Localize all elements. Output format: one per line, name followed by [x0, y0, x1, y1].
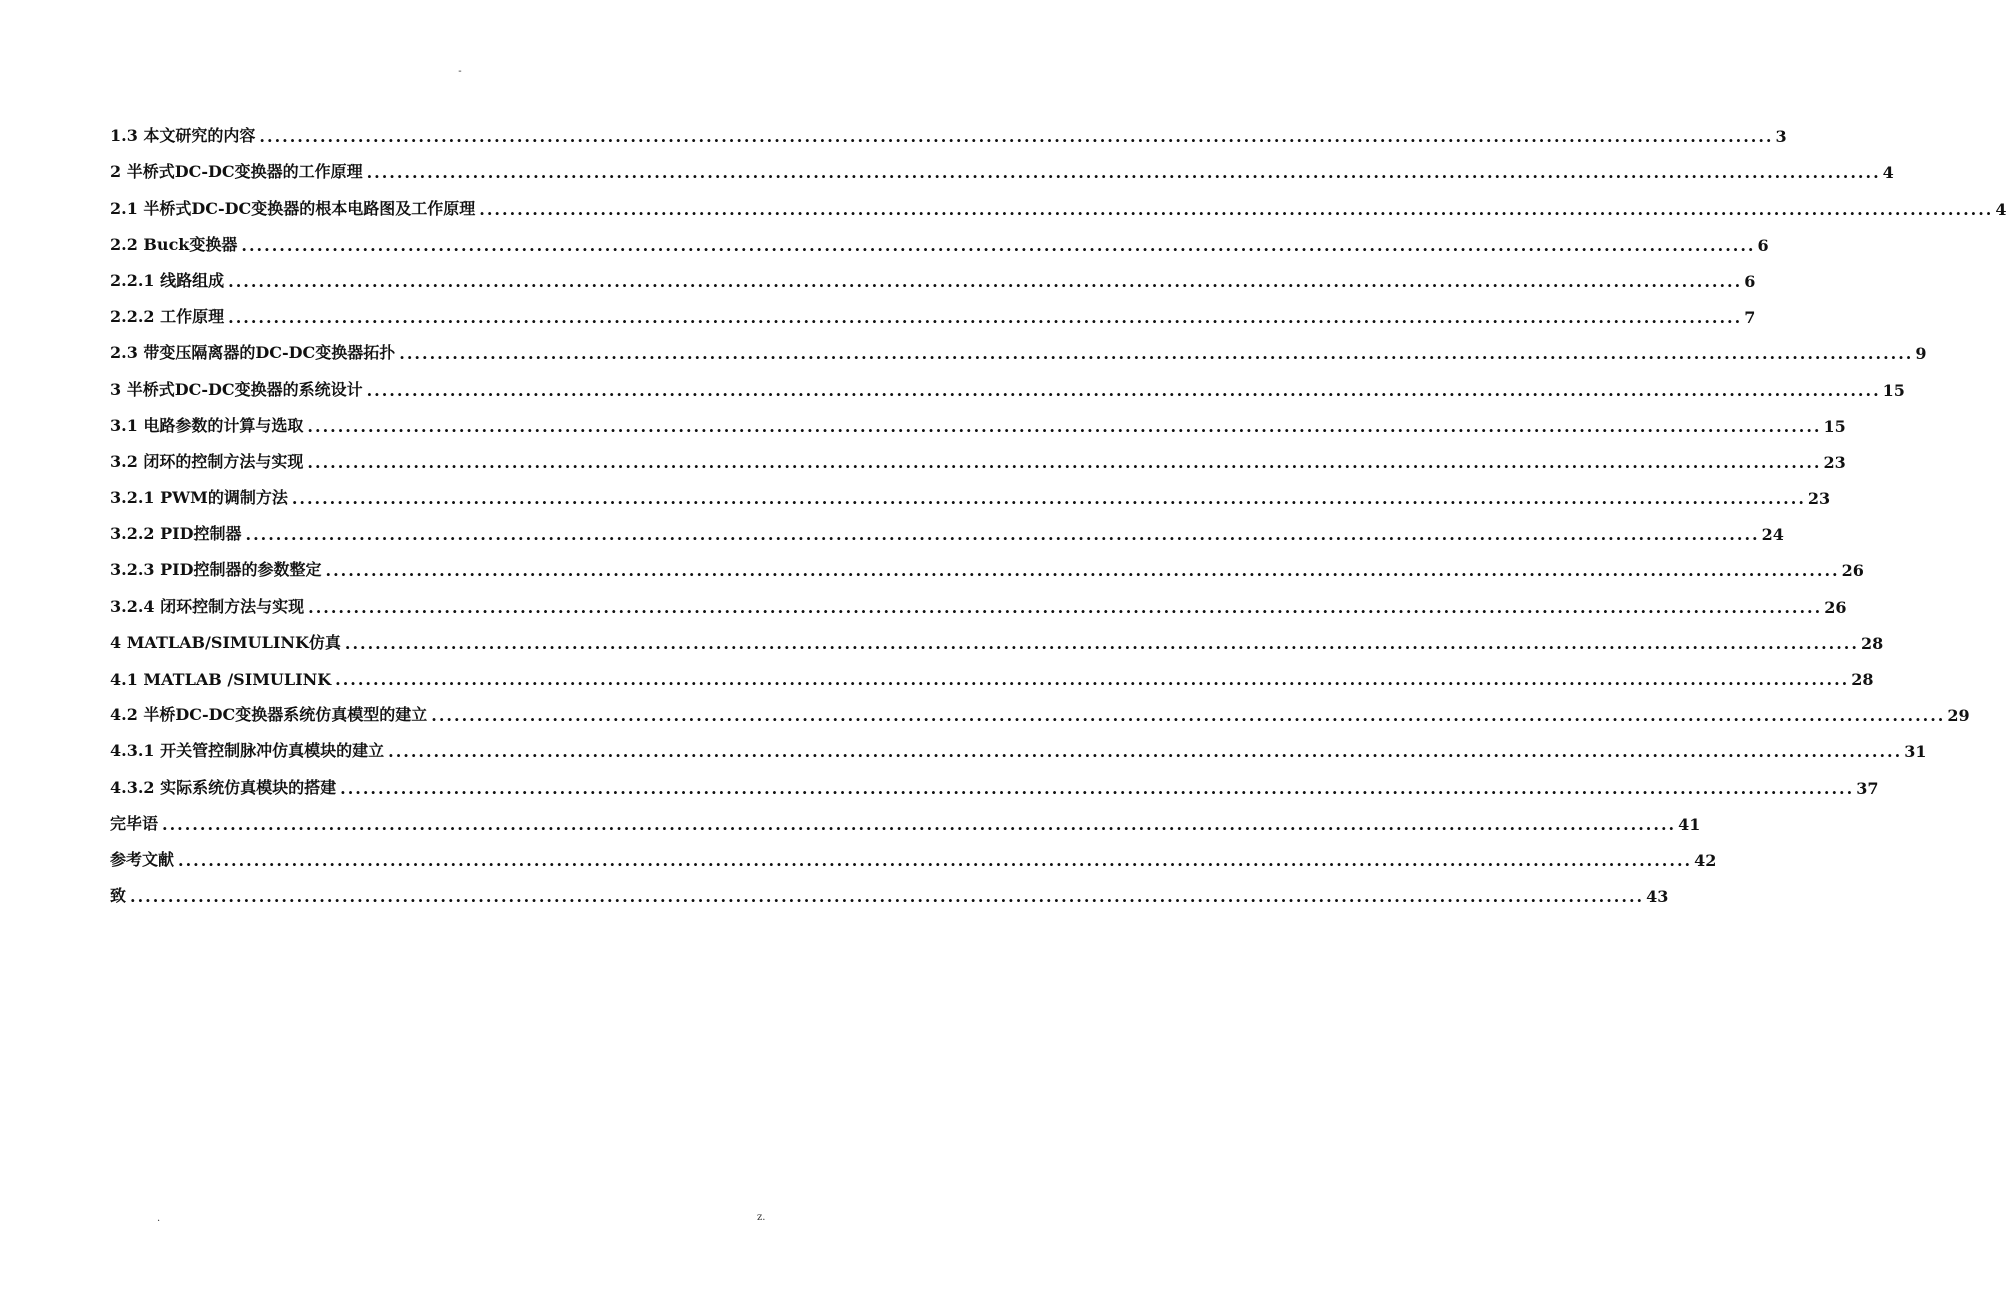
toc-entry-title: 4.2 半桥DC-DC变换器系统仿真模型的建立 — [110, 705, 428, 725]
toc-entry-page: 28 — [1851, 670, 1874, 689]
toc-entry[interactable] — [110, 870, 1669, 907]
toc-entry-page: 26 — [1824, 597, 1847, 617]
header-mark: - — [458, 66, 462, 77]
toc-entry-title: 3.1 电路参数的计算与选取 — [110, 415, 304, 435]
toc-entry[interactable] — [110, 255, 1756, 291]
toc-entry-page: 3 — [1775, 127, 1787, 147]
toc-entry-page: 23 — [1823, 452, 1846, 472]
toc-entry-page: 6 — [1744, 271, 1756, 291]
toc-dot-leader: ........................................................................................................................................................................................................ — [228, 308, 1743, 328]
toc-entry-title: 2.2.1 线路组成 — [110, 270, 225, 290]
toc-entry-title: 3.2.3 PID控制器的参数整定 — [110, 560, 322, 580]
toc-entry-page: 29 — [1947, 706, 1970, 726]
toc-entry-title: 3.2.2 PID控制器 — [110, 524, 242, 544]
toc-entry[interactable] — [110, 182, 2006, 219]
toc-entry[interactable] — [110, 508, 1784, 545]
toc-entry-page: 4 — [1995, 199, 2006, 219]
toc-entry[interactable] — [110, 653, 1874, 689]
toc-entry[interactable] — [110, 472, 1831, 509]
toc-entry-title: 致 — [110, 886, 127, 906]
toc-entry-page: 15 — [1882, 380, 1905, 400]
table-of-contents — [110, 110, 2006, 907]
toc-entry-title: 完毕语 — [110, 813, 159, 833]
toc-entry[interactable] — [110, 544, 1864, 581]
toc-entry-title: 2.2.2 工作原理 — [110, 307, 225, 327]
toc-entry-page: 42 — [1694, 850, 1717, 870]
toc-entry[interactable] — [110, 689, 1970, 726]
toc-entry-title: 4.1 MATLAB /SIMULINK — [110, 670, 332, 689]
toc-entry-title: 3.2.1 PWM的调制方法 — [110, 488, 288, 508]
toc-dot-leader: ........................................................................................................................................................................................................ — [388, 742, 1903, 762]
toc-entry-page: 28 — [1860, 633, 1884, 653]
toc-entry-title: 2 半桥式DC-DC变换器的工作原理 — [110, 162, 363, 182]
toc-entry[interactable] — [110, 798, 1701, 834]
toc-dot-leader: ........................................................................................................................................................................................................ — [344, 633, 1859, 653]
toc-dot-leader: ........................................................................................................................................................................................................ — [325, 561, 1840, 581]
toc-entry-title: 2.3 带变压隔离器的DC-DC变换器拓扑 — [110, 343, 396, 363]
toc-entry[interactable] — [110, 617, 1884, 653]
toc-entry-title: 4.3.2 实际系统仿真模块的搭建 — [110, 777, 337, 797]
toc-entry[interactable] — [110, 146, 1894, 183]
toc-entry-title: 3 半桥式DC-DC变换器的系统设计 — [110, 379, 363, 399]
toc-entry-page: 41 — [1678, 814, 1701, 834]
toc-entry[interactable] — [110, 110, 1787, 147]
toc-entry-page: 31 — [1904, 742, 1927, 762]
toc-dot-leader: ........................................................................................................................................................................................................ — [308, 597, 1823, 617]
toc-entry[interactable] — [110, 363, 1905, 400]
toc-dot-leader: ........................................................................................................................................................................................................ — [479, 199, 1994, 219]
toc-dot-leader: ........................................................................................................................................................................................................ — [241, 235, 1756, 255]
toc-entry-title: 2.1 半桥式DC-DC变换器的根本电路图及工作原理 — [110, 198, 476, 218]
toc-dot-leader: ........................................................................................................................................................................................................ — [399, 344, 1914, 364]
toc-entry-title: 3.2.4 闭环控制方法与实现 — [110, 596, 305, 616]
toc-entry[interactable] — [110, 761, 1879, 798]
toc-entry-page: 7 — [1744, 308, 1756, 328]
toc-entry-title: 参考文献 — [110, 849, 175, 869]
toc-entry[interactable] — [110, 291, 1756, 328]
toc-dot-leader: ........................................................................................................................................................................................................ — [366, 380, 1881, 400]
toc-entry-title: 4.3.1 开关管控制脉冲仿真模块的建立 — [110, 741, 385, 761]
toc-dot-leader: ........................................................................................................................................................................................................ — [335, 670, 1850, 689]
toc-entry-page: 23 — [1807, 489, 1831, 509]
toc-dot-leader: ........................................................................................................................................................................................................ — [307, 416, 1822, 436]
toc-entry-title: 3.2 闭环的控制方法与实现 — [110, 451, 304, 471]
toc-entry[interactable] — [110, 580, 1847, 617]
toc-dot-leader: ........................................................................................................................................................................................................ — [162, 814, 1677, 834]
toc-entry-page: 9 — [1915, 344, 1927, 364]
toc-entry-page: 37 — [1856, 778, 1879, 798]
toc-dot-leader: ........................................................................................................................................................................................................ — [245, 525, 1760, 545]
toc-dot-leader: ........................................................................................................................................................................................................ — [228, 271, 1743, 291]
toc-entry-page: 4 — [1882, 163, 1894, 183]
toc-entry[interactable] — [110, 436, 1846, 472]
toc-entry-page: 15 — [1823, 416, 1846, 436]
toc-entry-page: 26 — [1841, 561, 1864, 581]
toc-dot-leader: ........................................................................................................................................................................................................ — [340, 778, 1855, 798]
footer-right-mark: z. — [757, 1212, 766, 1223]
toc-entry[interactable] — [110, 219, 1769, 255]
toc-entry-page: 43 — [1646, 887, 1669, 907]
toc-dot-leader: ........................................................................................................................................................................................................ — [366, 163, 1881, 183]
toc-entry-page: 6 — [1757, 235, 1769, 255]
toc-dot-leader: ........................................................................................................................................................................................................ — [307, 452, 1822, 472]
toc-dot-leader: ........................................................................................................................................................................................................ — [178, 850, 1693, 870]
toc-entry-page: 24 — [1761, 525, 1784, 545]
footer-left-mark: . — [157, 1213, 161, 1224]
toc-dot-leader: ........................................................................................................................................................................................................ — [130, 887, 1645, 907]
toc-entry[interactable] — [110, 327, 1927, 364]
toc-dot-leader: ........................................................................................................................................................................................................ — [431, 706, 1946, 726]
toc-entry[interactable] — [110, 400, 1846, 436]
toc-dot-leader: ........................................................................................................................................................................................................ — [291, 489, 1806, 509]
toc-dot-leader: ........................................................................................................................................................................................................ — [259, 127, 1774, 147]
toc-entry[interactable] — [110, 725, 1927, 762]
toc-entry-title: 4 MATLAB/SIMULINK仿真 — [110, 632, 341, 652]
toc-entry[interactable] — [110, 834, 1717, 870]
toc-entry-title: 1.3 本文研究的内容 — [110, 126, 256, 146]
toc-entry-title: 2.2 Buck变换器 — [110, 234, 238, 254]
